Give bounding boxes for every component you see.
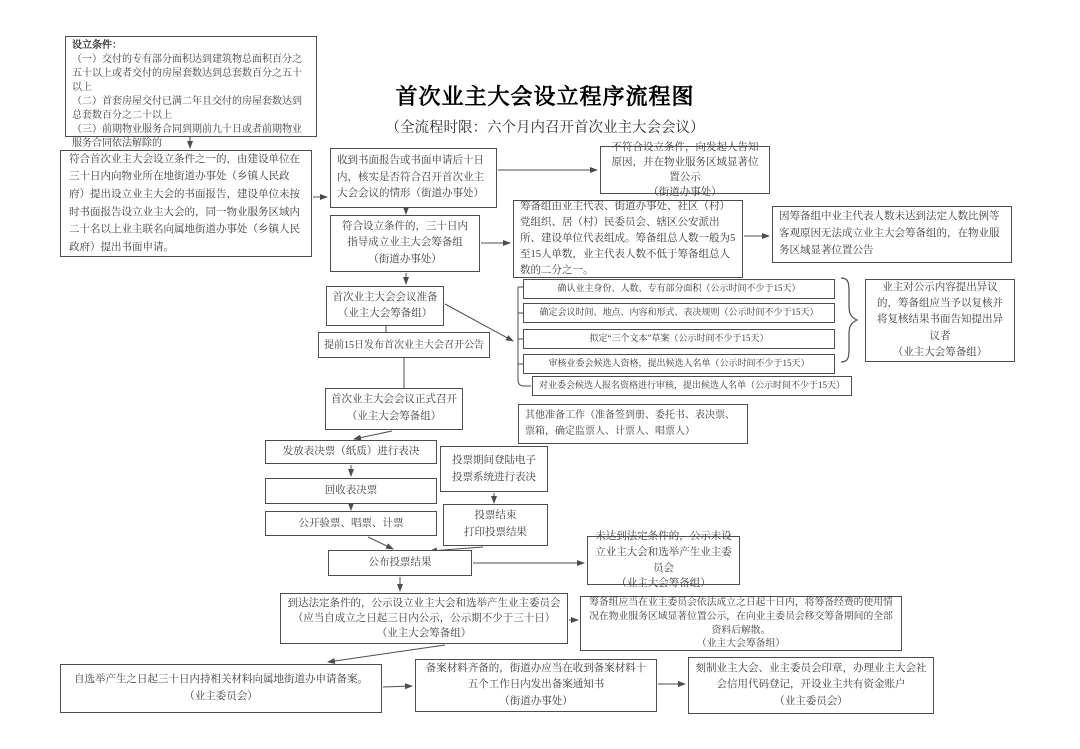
condition-item-2: （二）首套房屋交付已满二年且交付的房屋套数达到总套数百分之二十以上 [72, 96, 302, 121]
node-text: 对业委会候选人报名资格进行审核，提出候选人名单（公示时间不少于15天） [538, 380, 845, 391]
org-label: （业主委员会） [184, 690, 258, 702]
node-conditions-met-publicity [280, 593, 568, 644]
node-text: 符合首次业主大会设立条件之一的，由建设单位在三十日内向物业所在地街道办事处（乡镇人民政府）提出设立业主大会的书面报告，建设单位未按时书面报告设立业主大会的，同一物业服务区域内二十名以上业主联名向属地街道办事处（乡镇人民政府）提出书面申请。 [69, 153, 300, 253]
org-label: （业主委员会） [774, 695, 848, 707]
brace-right [841, 278, 857, 362]
node-other-preparations [518, 404, 748, 444]
node-public-counting [265, 511, 437, 536]
node-text: 业主对公示内容提出异议的，筹备组应当予以复核并将复核结果书面告知提出异议者 [877, 281, 1003, 342]
node-text: 筹备组应当在业主委员会依法成立之日起十日内，将筹备经费的使用情况在物业服务区域显著位置公示，在向业主委员会移交筹备期间的全部资料后解散。 [589, 597, 893, 636]
node-text: 公布投票结果 [368, 557, 432, 569]
node-publish-results [328, 550, 472, 576]
node-text: 投票结束 [474, 510, 517, 522]
node-paper-ballot [265, 440, 437, 464]
node-text: 确定会议时间、地点、内容和形式、表决规则（公示时间不少于15天） [539, 307, 819, 318]
node-formal-meeting [325, 388, 463, 430]
node-text: 提前15日发布首次业主大会召开公告 [324, 339, 484, 351]
org-label: （业主大会筹备组） [346, 411, 442, 422]
node-task-meeting-rules [523, 303, 835, 323]
node-filing-application [60, 664, 382, 713]
org-label: （街道办事处） [499, 695, 573, 707]
node-task-three-documents [523, 329, 835, 349]
node-text: 收到书面报告或书面申请后十日内，核实是否符合召开首次业主大会会议的情形（街道办事处） [337, 154, 484, 200]
node-cannot-establish-announce [772, 206, 1012, 263]
node-objection-review [865, 279, 1015, 362]
node-voting-ends-print [443, 504, 548, 546]
condition-item-3: （三）前期物业服务合同到期前九十日或者前期物业服务合同依法解除的 [72, 124, 302, 149]
node-text: 符合设立条件的，三十日内指导成立业主大会筹备组 [342, 221, 468, 249]
node-task-candidate-qualification [532, 376, 852, 396]
org-label: （业主大会筹备组） [616, 578, 711, 590]
node-text: 未达到法定条件的，公示未设立业主大会和选举产生业主委员会 [595, 531, 732, 574]
condition-item-1: （一）交付的专有部分面积达到建筑物总面积百分之五十以上或者交付的房屋套数达到总套数百分之五十以上 [72, 54, 302, 93]
page-title: 首次业主大会设立程序流程图 [395, 84, 695, 109]
node-text: 因筹备组中业主代表人数未达到法定人数比例等客观原因无法成立业主大会筹备组的，在物业服务区域显著位置公告 [779, 211, 1000, 256]
node-text: 回收表决票 [324, 485, 378, 497]
org-label: （业主大会筹备组） [376, 628, 472, 640]
node-text: 审核业委会候选人资格，提出候选人名单（公示时间不少于15天） [548, 358, 810, 369]
node-task-confirm-identity [523, 279, 835, 299]
node-text: 刻制业主大会、业主委员会印章，办理业主大会社会信用代码登记，开设业主共有资金账户 [695, 663, 927, 691]
conditions-heading: 设立条件： [72, 40, 122, 51]
node-written-application [60, 150, 312, 257]
node-text: 自选举产生之日起三十日内持相关材料向属地街道办申请备案。 [74, 674, 368, 686]
node-text: 发放表决票（纸质）进行表决 [282, 446, 420, 458]
org-label: （业主大会筹备组） [892, 346, 988, 358]
node-text: 打印投票结果 [464, 527, 527, 538]
node-text: 到达法定条件的，公示设立业主大会和选举产生业主委员会 [287, 597, 561, 609]
org-label: （街道办事处） [648, 187, 722, 199]
node-text: 投票期间登陆电子 [452, 454, 536, 466]
node-collect-ballots [265, 478, 437, 504]
node-text: 公开验票、唱票、计票 [298, 517, 404, 529]
node-text: 首次业主大会会议准备 [332, 291, 438, 303]
node-text: 首次业主大会会议正式召开 [331, 394, 457, 406]
node-text: 投票系统进行表决 [452, 472, 536, 483]
node-text: （应当自成立之日起三日内公示，公示期不少于三十日） [292, 612, 556, 624]
node-not-qualified-notify [600, 141, 770, 199]
node-verify-report [330, 148, 497, 208]
node-text: 拟定“三个文本”草案（公示时间不少于15天） [589, 333, 769, 344]
node-establish-conditions [65, 36, 317, 149]
node-text: 筹备组由业主代表、街道办事处、社区（村）党组织、居（村）民委员会、辖区公安派出所、建设单位代表组成。筹备组总人数一般为5至15人单数，业主代表人数不低于筹备组总人数的二分之一。 [520, 201, 736, 276]
node-task-review-candidates [523, 354, 835, 374]
node-guide-prep-group [330, 215, 480, 272]
node-prep-group-dissolve [580, 596, 902, 651]
node-text: 备案材料齐备的，街道办应当在收到备案材料十五个工作日内发出备案通知书 [425, 663, 647, 691]
node-announce-15-days [318, 332, 490, 358]
node-text: 不符合设立条件，向发起人告知原因，并在物业服务区域显著位置公示 [611, 141, 759, 183]
node-text: 其他准备工作（准备签到册、委托书、表决票、票箱，确定监票人、计票人、唱票人） [525, 409, 735, 437]
page-subtitle: （全流程时限：六个月内召开首次业主大会会议） [385, 120, 705, 136]
node-conditions-not-met [587, 531, 740, 590]
org-label: （业主大会筹备组） [337, 308, 433, 319]
node-text: 确认业主身份、人数、专有部分面积（公示时间不少于15天） [557, 283, 801, 294]
node-seal-registration-account [688, 657, 934, 714]
org-label: （街道办事处） [368, 253, 442, 265]
node-electronic-voting [440, 446, 548, 492]
node-filing-notice [415, 659, 657, 712]
node-meeting-preparation [326, 286, 444, 326]
node-prep-group-composition [513, 200, 743, 278]
org-label: （业主大会筹备组） [696, 638, 786, 650]
